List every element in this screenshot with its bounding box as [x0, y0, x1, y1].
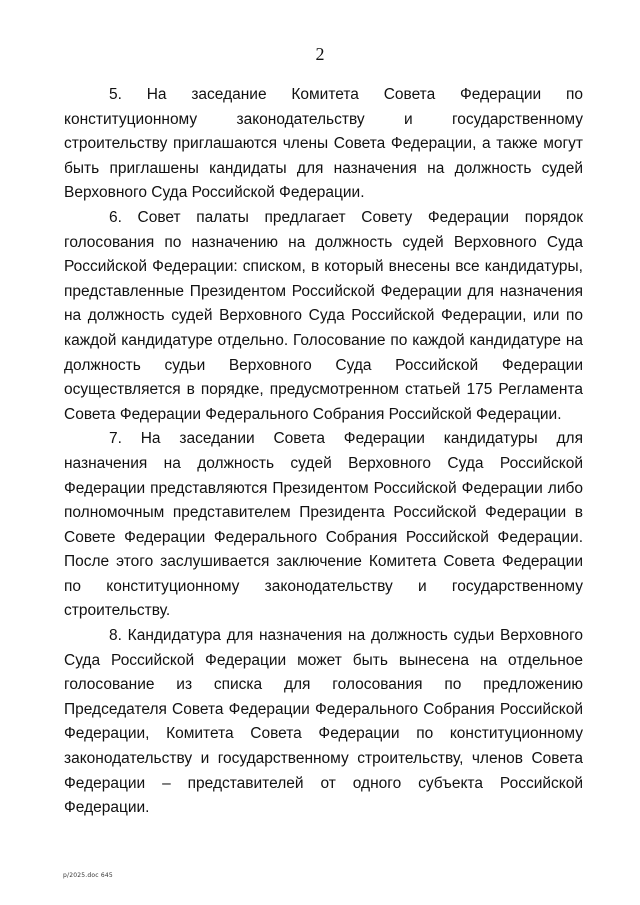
document-body	[64, 83, 583, 821]
paragraph-8: 8. Кандидатура для назначения на должность судьи Верховного Суда Российской Федерации может быть вынесена на отдельное голосование из списка для голосования по предложению Председателя Совета Федерации Федерального Собрания Российской Федерации, Комитета Совета Федерации по конституционному законодательству и государственному строительству, членов Совета Федерации – представителей от одного субъекта Российской Федерации.	[64, 627, 583, 817]
paragraph-6: 6. Совет палаты предлагает Совету Федерации порядок голосования по назначению на должность судей Верховного Суда Российской Федерации: списком, в который внесены все кандидатуры, представленные Президентом Российской Федерации для назначения на должность судей Верховного Суда Российской Федерации, или по каждой кандидатуре отдельно. Голосование по каждой кандидатуре на должность судьи Верховного Суда Российской Федерации осуществляется в порядке, предусмотренном статьей 175 Регламента Совета Федерации Федерального Собрания Российской Федерации.	[64, 208, 583, 423]
paragraph-5: 5. На заседание Комитета Совета Федерации по конституционному законодательству и государственному строительству приглашаются члены Совета Федерации, а также могут быть приглашены кандидаты для назначения на должность судей Верховного Суда Российской Федерации.	[64, 86, 583, 202]
paragraph-7: 7. На заседании Совета Федерации кандидатуры для назначения на должность судей Верховного Суда Российской Федерации представляются Президентом Российской Федерации либо полномочным представителем Президента Российской Федерации в Совете Федерации Федерального Собрания Российской Федерации. После этого заслушивается заключение Комитета Совета Федерации по конституционному законодательству и государственному строительству.	[64, 430, 583, 620]
page-number: 2	[315, 44, 325, 64]
footer-document-code: p/2025.doc 645	[63, 872, 113, 879]
